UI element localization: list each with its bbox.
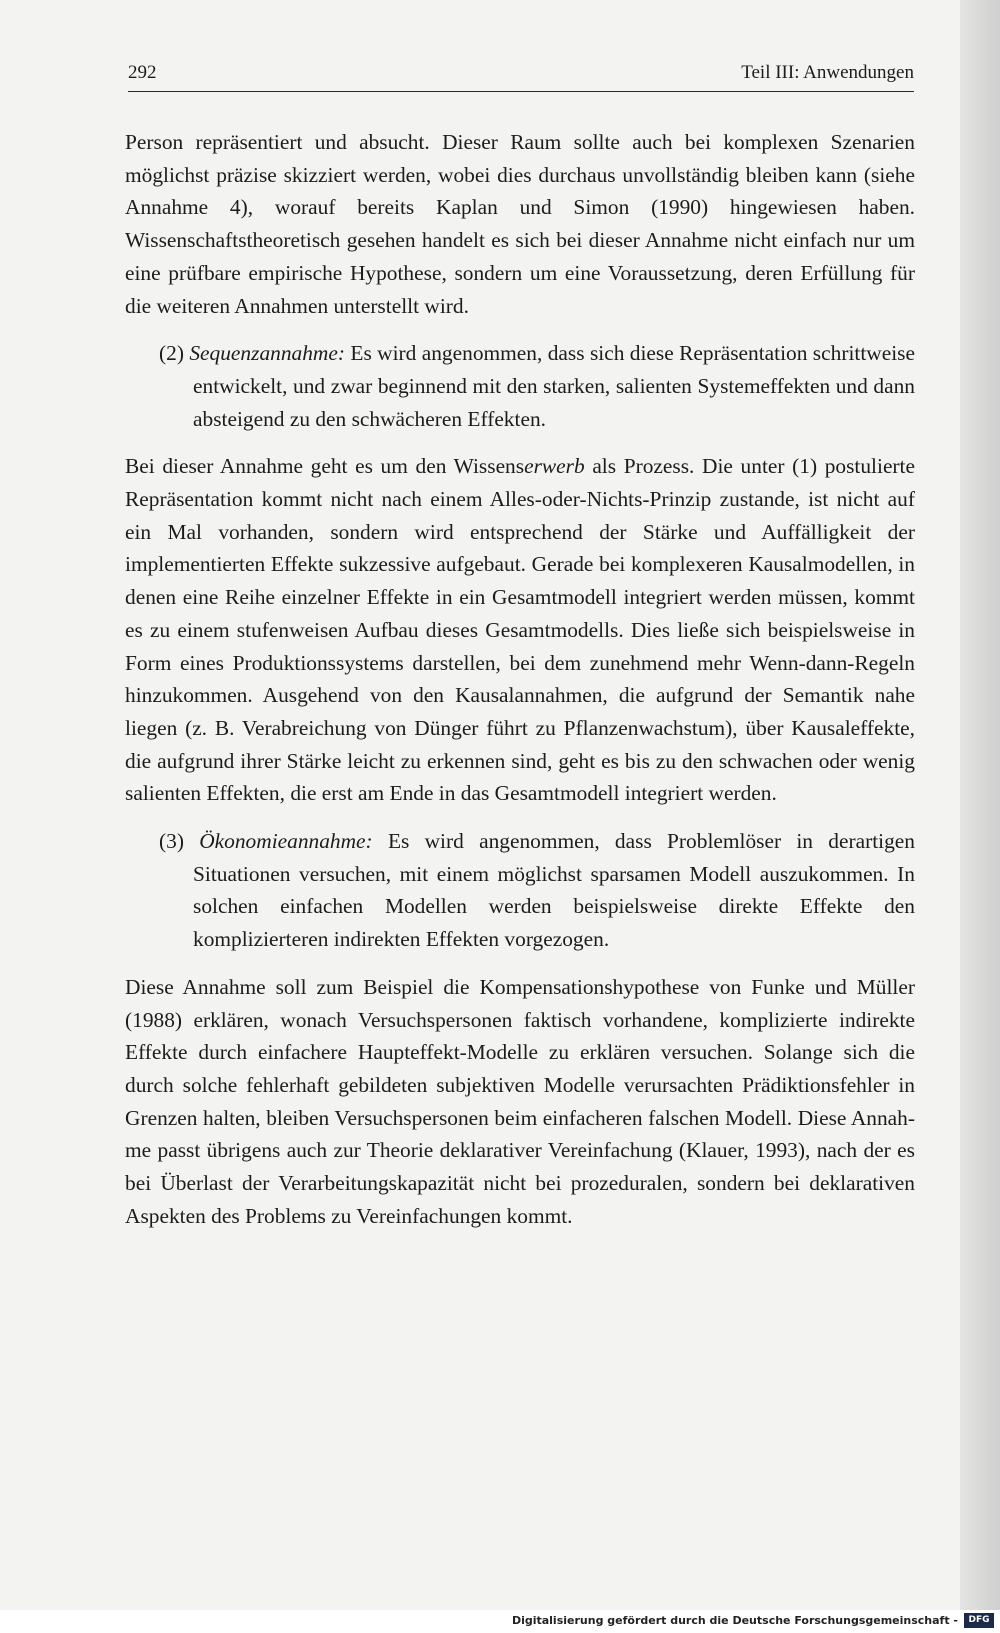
assumption-term: Ökonomieannahme: [199,829,373,854]
paragraph-2-rest: als Prozess. Die unter (1) postulierte Repräsentation kommt nicht nach einem Alles-oder-Nichts-Prinzip zustande, ist nicht auf ein Mal vorhanden, sondern wird entsprechend der Stärke und Auffälligkeit der implementierten Effekte sukzessive aufgebaut. Gerade bei komplexeren Kausalmodellen, in denen eine Reihe einzelner Effekte in ein Gesamtmodell integriert werden müssen, kommt es zu einem stufenweisen Aufbau dieses Gesamtmodells. Dies ließe sich beispielsweise in Form eines Produktionssystems darstellen, bei dem zunehmend mehr Wenn-dann-Regeln hinzukommen. Ausgehend von den Kausalannahmen, die aufgrund der Semantik nahe liegen (z. B. Verabreichung von Dünger führt zu Pflanzenwachstum), über Kausaleffekte, die aufgrund ihrer Stärke leicht zu erkennen sind, geht es bis zu den schwachen oder wenig salienten Effekten, die erst am Ende in das Gesamtmodell integriert werden. [125,454,915,806]
header-rule [128,91,914,92]
spacer [125,322,915,337]
assumption-3-economy [159,825,915,956]
paragraph-1: Person repräsentiert und absucht. Dieser Raum sollte auch bei komplexen Szenarien möglichst präzise skizziert werden, wobei dies durchaus unvollständig bleiben kann (siehe Annahme 4), worauf bereits Kaplan und Simon (1990) hingewiesen haben. Wissenschaftstheoretisch gesehen handelt es sich bei dieser Annahme nicht einfach nur um eine prüfbare empirische Hypothese, sondern um eine Voraussetzung, deren Erfüllung für die weiteren Annahmen unterstellt wird. [125,130,915,318]
body-text [125,126,915,1233]
assumption-2-sequence [159,337,915,435]
running-head [128,60,914,92]
page-number: 292 [128,62,157,83]
spacer [125,435,915,450]
scan-margin [960,0,1000,1610]
digitization-footer [0,1610,1000,1633]
assumption-number: (2) [159,341,184,366]
assumption-number: (3) [159,829,184,854]
spacer [125,956,915,971]
funding-credit: Digitalisierung gefördert durch die Deutsche Forschungsgemeinschaft - [511,1614,958,1627]
assumption-term: Sequenzannahme: [189,341,345,366]
assumption-text: Es wird angenommen, dass Problemlöser in derartigen Situationen versuchen, mit einem möglichst sparsamen Modell auszukommen. In solchen einfachen Modellen werden beispielsweise direkte Effekte den komplizierteren indirekten Effekten vorgezogen. [193,829,915,952]
chapter-title: Teil III: Anwendungen [741,62,914,83]
paragraph-2-emphasis: erwerb [524,454,585,479]
spacer [125,810,915,825]
paragraph-2 [125,450,915,810]
dfg-logo: DFG [964,1613,994,1628]
paragraph-3: Diese Annahme soll zum Beispiel die Kompensationshypothese von Funke und Müller (1988) erklären, wonach Versuchspersonen faktisch vorhandene, komplizierte indirekte Effekte durch einfachere Haupteffekt-Modelle zu erklären versuchen. Solange sich die durch solche fehlerhaft gebildeten subjektiven Modelle verursachten Prädiktionsfehler in Grenzen halten, bleiben Versuchspersonen beim einfacheren falschen Modell. Diese Annahme passt übrigens auch zur Theorie deklarativer Vereinfachung (Klauer, 1993), nach der es bei Überlast der Verarbeitungskapazität nicht bei prozeduralen, sondern bei deklarativen Aspekten des Problems zu Vereinfachungen kommt. [125,974,915,1228]
paragraph-2-start: Bei dieser Annahme geht es um den Wissens [125,454,525,479]
assumption-text: Es wird angenommen, dass sich diese Repräsentation schrittweise entwickelt, und zwar beginnend mit den starken, salienten Systemeffekten und dann absteigend zu den schwächeren Effekten. [193,341,915,431]
